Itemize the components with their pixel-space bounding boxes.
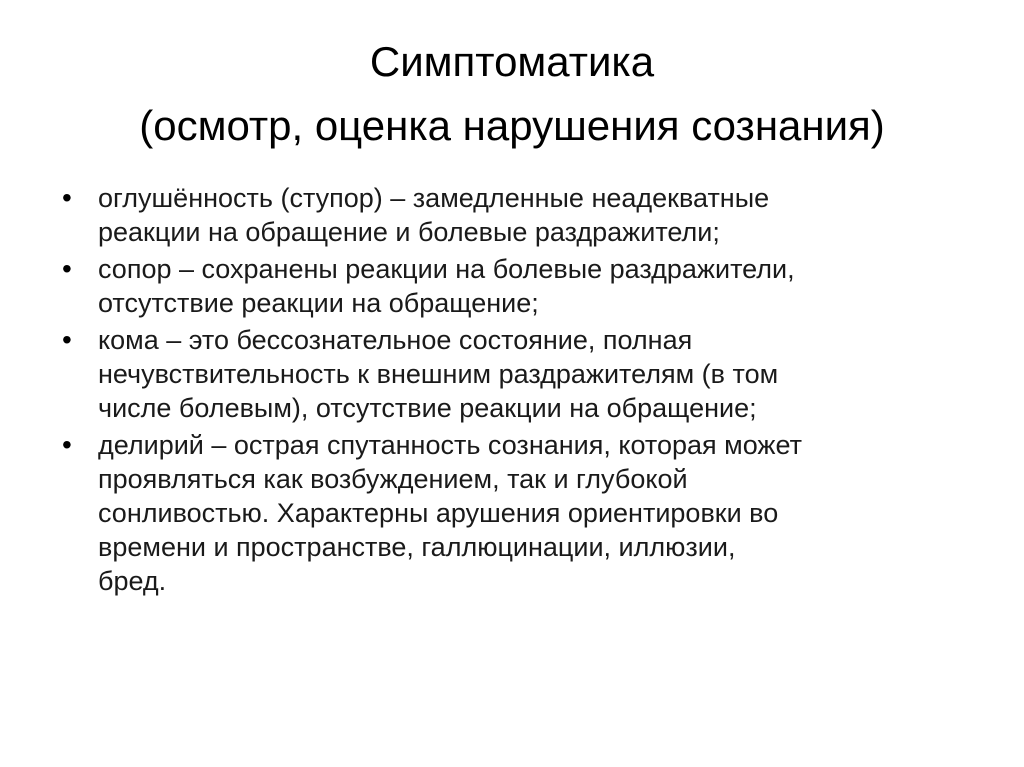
slide-title <box>0 30 1024 158</box>
bullet-icon: • <box>62 182 72 213</box>
bullet-text-line: реакции на обращение и болевые раздражители; <box>98 217 720 247</box>
bullet-text-line: делирий – острая спутанность сознания, которая может <box>98 430 802 460</box>
bullet-text-line: проявляться как возбуждением, так и глубокой <box>98 464 688 494</box>
bullet-text-line: сопор – сохранены реакции на болевые раздражители, <box>98 254 795 284</box>
list-item <box>62 181 982 249</box>
bullet-text-line: кома – это бессознательное состояние, полная <box>98 325 693 355</box>
bullet-icon: • <box>62 429 72 460</box>
bullet-icon: • <box>62 253 72 284</box>
list-item <box>62 323 982 425</box>
list-item <box>62 428 982 598</box>
bullet-text-line: сонливостью. Характерны арушения ориентировки во <box>98 498 779 528</box>
bullet-text-line: числе болевым), отсутствие реакции на обращение; <box>98 393 757 423</box>
bullet-text-line: отсутствие реакции на обращение; <box>98 288 539 318</box>
bullet-text-line: бред. <box>98 566 167 596</box>
list-item <box>62 252 982 320</box>
title-line: (осмотр, оценка нарушения сознания) <box>139 102 885 149</box>
bullet-text-line: оглушённость (ступор) – замедленные неадекватные <box>98 183 770 213</box>
bullet-text-line: времени и пространстве, галлюцинации, иллюзии, <box>98 532 736 562</box>
bullet-text-line: нечувствительность к внешним раздражителям (в том <box>98 359 779 389</box>
title-line: Симптоматика <box>369 38 655 85</box>
bullet-icon: • <box>62 324 72 355</box>
bullet-list <box>62 181 982 601</box>
